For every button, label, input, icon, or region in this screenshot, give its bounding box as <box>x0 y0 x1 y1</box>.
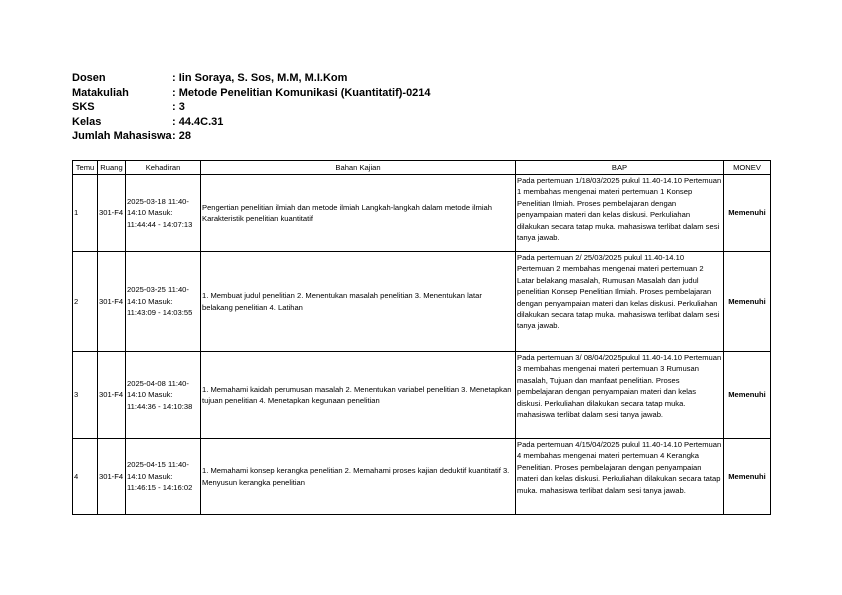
info-value: : Metode Penelitian Komunikasi (Kuantitatif)-0214 <box>172 86 431 99</box>
cell-bap: Pada pertemuan 4/15/04/2025 pukul 11.40-14.10 Pertemuan 4 membahas mengenai materi pertemuan 4 Kerangka Penelitian. Proses pembelajaran dengan penyampaian materi dan kelas diskusi. Perkuliahan dilakukan secara tatap muka. mahasiswa terlibat dalam sesi tanya jawab. <box>516 439 724 515</box>
attendance-table <box>72 160 771 515</box>
info-value: : 3 <box>172 101 185 114</box>
table-row <box>73 352 771 439</box>
info-label: Matakuliah <box>72 86 129 99</box>
info-row-matakuliah <box>72 86 431 101</box>
info-value: : 44.4C.31 <box>172 115 224 128</box>
info-value: : Iin Soraya, S. Sos, M.M, M.I.Kom <box>172 72 348 84</box>
cell-monev: Memenuhi <box>724 252 771 352</box>
info-row-sks <box>72 100 431 115</box>
cell-monev: Memenuhi <box>724 439 771 515</box>
info-row-jumlah-mahasiswa <box>72 129 431 144</box>
col-header-bap: BAP <box>516 161 724 175</box>
col-header-ruang: Ruang <box>98 161 126 175</box>
cell-bahan-kajian: Pengertian penelitian ilmiah dan metode ilmiah Langkah-langkah dalam metode ilmiah Karakteristik penelitian kuantitatif <box>201 175 516 252</box>
cell-bahan-kajian: 1. Membuat judul penelitian 2. Menentukan masalah penelitian 3. Menentukan latar belakang penelitian 4. Latihan <box>201 252 516 352</box>
col-header-bahan-kajian: Bahan Kajian <box>201 161 516 175</box>
info-label: Jumlah Mahasiswa <box>72 130 172 143</box>
col-header-temu: Temu <box>73 161 98 175</box>
cell-kehadiran: 2025-04-08 11:40-14:10 Masuk: 11:44:36 - 14:10:38 <box>126 352 201 439</box>
info-label: Dosen <box>72 72 106 84</box>
cell-ruang: 301-F4 <box>98 175 126 252</box>
table-row <box>73 252 771 352</box>
cell-temu: 1 <box>73 175 98 252</box>
cell-bahan-kajian: 1. Memahami konsep kerangka penelitian 2. Memahami proses kajian deduktif kuantitatif 3. Menyusun kerangka penelitian <box>201 439 516 515</box>
col-header-kehadiran: Kehadiran <box>126 161 201 175</box>
table-row <box>73 175 771 252</box>
cell-kehadiran: 2025-04-15 11:40-14:10 Masuk: 11:46:15 - 14:16:02 <box>126 439 201 515</box>
cell-temu: 2 <box>73 252 98 352</box>
info-row-kelas <box>72 115 431 130</box>
col-header-monev: MONEV <box>724 161 771 175</box>
cell-ruang: 301-F4 <box>98 439 126 515</box>
cell-ruang: 301-F4 <box>98 252 126 352</box>
cell-monev: Memenuhi <box>724 175 771 252</box>
course-info <box>72 71 431 144</box>
cell-bahan-kajian: 1. Memahami kaidah perumusan masalah 2. Menentukan variabel penelitian 3. Menetapkan tujuan penelitian 4. Menetapkan kegunaan penelitian <box>201 352 516 439</box>
cell-bap: Pada pertemuan 2/ 25/03/2025 pukul 11.40-14.10 Pertemuan 2 membahas mengenai materi pertemuan 2 Latar belakang masalah, Rumusan Masalah dan judul penelitian Konsep Penelitian Ilmiah. Proses pembelajaran dengan penyampaian materi dan kelas diskusi. Perkuliahan dilakukan secara tatap muka. mahasiswa terlibat dalam sesi tanya jawab. <box>516 252 724 352</box>
info-label: SKS <box>72 101 95 114</box>
cell-monev: Memenuhi <box>724 352 771 439</box>
cell-temu: 4 <box>73 439 98 515</box>
table-row <box>73 439 771 515</box>
cell-temu: 3 <box>73 352 98 439</box>
cell-ruang: 301-F4 <box>98 352 126 439</box>
info-row-dosen <box>72 71 431 86</box>
info-label: Kelas <box>72 115 102 128</box>
cell-kehadiran: 2025-03-25 11:40-14:10 Masuk: 11:43:09 - 14:03:55 <box>126 252 201 352</box>
cell-bap: Pada pertemuan 3/ 08/04/2025pukul 11.40-14.10 Pertemuan 3 membahas mengenai materi pertemuan 3 Rumusan masalah, Tujuan dan manfaat penelitian. Proses pembelajaran dengan penyampaian materi dan kelas diskusi. Perkuliahan dilakukan secara tatap muka. mahasiswa terlibat dalam sesi tanya jawab. <box>516 352 724 439</box>
cell-bap: Pada pertemuan 1/18/03/2025 pukul 11.40-14.10 Pertemuan 1 membahas mengenai materi pertemuan 1 Konsep Penelitian Ilmiah. Proses pembelajaran dengan penyampaian materi dan kelas diskusi. Perkuliahan dilakukan secara tatap muka. mahasiswa terlibat dalam sesi tanya jawab. <box>516 175 724 252</box>
info-value: : 28 <box>172 130 191 143</box>
cell-kehadiran: 2025-03-18 11:40-14:10 Masuk: 11:44:44 - 14:07:13 <box>126 175 201 252</box>
table-header-row <box>73 161 771 175</box>
